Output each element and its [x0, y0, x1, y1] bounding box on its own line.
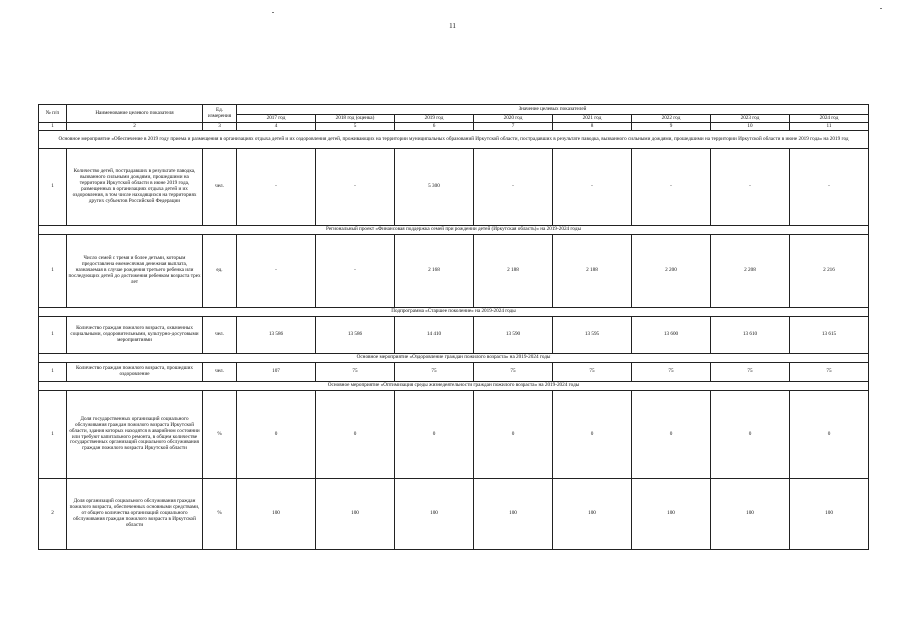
value-cell: 0 [632, 391, 711, 479]
section-title-row [39, 131, 869, 149]
header-year: 2022 год [632, 115, 711, 123]
value-cell: 2 200 [632, 235, 711, 308]
value-cell: 100 [474, 479, 553, 550]
header-row [39, 105, 869, 115]
header-year: 2020 год [474, 115, 553, 123]
header-year: 2019 год [395, 115, 474, 123]
section-title-row [39, 308, 869, 317]
table-row [39, 149, 869, 226]
value-cell: 2 208 [711, 235, 790, 308]
value-cell: 5 300 [395, 149, 474, 226]
value-cell: 75 [790, 363, 869, 382]
col-number: 10 [711, 123, 790, 131]
header-name: Наименование целевого показателя [67, 105, 203, 123]
value-cell: 2 188 [553, 235, 632, 308]
section-title-row [39, 354, 869, 363]
table-row [39, 479, 869, 550]
value-cell: 100 [316, 479, 395, 550]
section-title: Подпрограмма «Старшее поколение» на 2019-2024 годы [39, 308, 869, 317]
page-number: 11 [449, 22, 456, 30]
row-num: 1 [39, 391, 67, 479]
value-cell: 75 [474, 363, 553, 382]
value-cell: 100 [553, 479, 632, 550]
header-year: 2017 год [237, 115, 316, 123]
value-cell: - [316, 149, 395, 226]
scan-speck [272, 12, 274, 13]
value-cell: 100 [632, 479, 711, 550]
value-cell: 0 [553, 391, 632, 479]
value-cell: 0 [395, 391, 474, 479]
section-title-row [39, 382, 869, 391]
value-cell: 0 [237, 391, 316, 479]
indicator-name: Число семей с тремя и более детьми, которым предоставлена ежемесячная денежная выплата, назначаемая в случае рождения третьего ребенка или последующих детей до достижения ребенком возраста трех лет [67, 235, 203, 308]
scan-speck [880, 8, 882, 9]
value-cell: 2 216 [790, 235, 869, 308]
col-number: 5 [316, 123, 395, 131]
col-number: 4 [237, 123, 316, 131]
value-cell: - [237, 149, 316, 226]
value-cell: 100 [790, 479, 869, 550]
value-cell: 13 590 [474, 317, 553, 354]
value-cell: 13 615 [790, 317, 869, 354]
section-title: Основное мероприятие «Оздоровление граждан пожилого возраста» на 2019-2024 годы [39, 354, 869, 363]
table-row [39, 235, 869, 308]
indicator-name: Количество детей, пострадавших в результате паводка, вызванного сильными дождями, прошедшими на территории Иркутской области в июне 2019 года, размещенных в организациях отдыха детей и их оздоровления, в том числе находящихся на территориях других субъектов Российской Федерации [67, 149, 203, 226]
value-cell: 0 [790, 391, 869, 479]
value-cell: 13 586 [316, 317, 395, 354]
value-cell: 13 600 [632, 317, 711, 354]
row-num: 1 [39, 149, 67, 226]
value-cell: 75 [553, 363, 632, 382]
row-num: 2 [39, 479, 67, 550]
value-cell: 14 410 [395, 317, 474, 354]
value-cell: - [474, 149, 553, 226]
section-title: Основное мероприятие «Обеспечение в 2019 году приема и размещения в организациях отдыха детей и их оздоровления детей, проживающих на территории муниципальных образований Иркутской области, пострадавших в результате паводка, вызванного сильными дождями, прошедшими на территории Иркутской области в июне 2019 года» на 2019 год [39, 131, 869, 149]
col-number: 11 [790, 123, 869, 131]
unit-cell: % [203, 479, 237, 550]
value-cell: 0 [316, 391, 395, 479]
row-num: 1 [39, 235, 67, 308]
indicator-name: Количество граждан пожилого возраста, охваченных социальными, оздоровительными, культурно-досуговыми мероприятиями [67, 317, 203, 354]
col-number: 2 [67, 123, 203, 131]
value-cell: - [790, 149, 869, 226]
value-cell: 107 [237, 363, 316, 382]
section-title-row [39, 226, 869, 235]
value-cell: 13 595 [553, 317, 632, 354]
value-cell: - [553, 149, 632, 226]
unit-cell: % [203, 391, 237, 479]
section-title: Региональный проект «Финансовая поддержка семей при рождении детей (Иркутская область)» на 2019-2024 годы [39, 226, 869, 235]
table-row [39, 363, 869, 382]
value-cell: 75 [316, 363, 395, 382]
target-indicators-table [38, 104, 869, 550]
value-cell: - [316, 235, 395, 308]
value-cell: - [711, 149, 790, 226]
row-num: 1 [39, 317, 67, 354]
header-year: 2024 год [790, 115, 869, 123]
header-values-group: Значение целевых показателей [237, 105, 869, 115]
value-cell: - [632, 149, 711, 226]
col-number: 7 [474, 123, 553, 131]
col-number: 3 [203, 123, 237, 131]
value-cell: 75 [395, 363, 474, 382]
row-num: 1 [39, 363, 67, 382]
value-cell: 75 [632, 363, 711, 382]
col-number: 9 [632, 123, 711, 131]
header-year: 2021 год [553, 115, 632, 123]
col-number: 6 [395, 123, 474, 131]
header-num: № п/п [39, 105, 67, 123]
value-cell: - [237, 235, 316, 308]
indicator-name: Доля организаций социального обслуживания граждан пожилого возраста, обеспеченных основными средствами, от общего количества организаций социального обслуживания граждан пожилого возраста в Иркутской области [67, 479, 203, 550]
col-number: 8 [553, 123, 632, 131]
indicator-name: Доля государственных организаций социального обслуживания граждан пожилого возраста Иркутской области, здания которых находятся в аварийном состоянии или требуют капитального ремонта, в общем количестве государственных организаций социального обслуживания граждан пожилого возраста Иркутской области [67, 391, 203, 479]
value-cell: 0 [474, 391, 553, 479]
header-year: 2018 год (оценка) [316, 115, 395, 123]
unit-cell: чел. [203, 317, 237, 354]
column-numbers-row [39, 123, 869, 131]
table-row [39, 317, 869, 354]
section-title: Основное мероприятие «Оптимизация среды жизнедеятельности граждан пожилого возраста» на 2019-2024 годы [39, 382, 869, 391]
value-cell: 2 188 [474, 235, 553, 308]
value-cell: 100 [711, 479, 790, 550]
value-cell: 0 [711, 391, 790, 479]
header-unit: Ед. измерения [203, 105, 237, 123]
unit-cell: чел. [203, 363, 237, 382]
unit-cell: чел. [203, 149, 237, 226]
col-number: 1 [39, 123, 67, 131]
value-cell: 2 168 [395, 235, 474, 308]
value-cell: 100 [237, 479, 316, 550]
value-cell: 75 [711, 363, 790, 382]
header-year: 2023 год [711, 115, 790, 123]
value-cell: 13 586 [237, 317, 316, 354]
table-row [39, 391, 869, 479]
unit-cell: ед. [203, 235, 237, 308]
value-cell: 100 [395, 479, 474, 550]
indicator-name: Количество граждан пожилого возраста, прошедших оздоровление [67, 363, 203, 382]
value-cell: 13 610 [711, 317, 790, 354]
